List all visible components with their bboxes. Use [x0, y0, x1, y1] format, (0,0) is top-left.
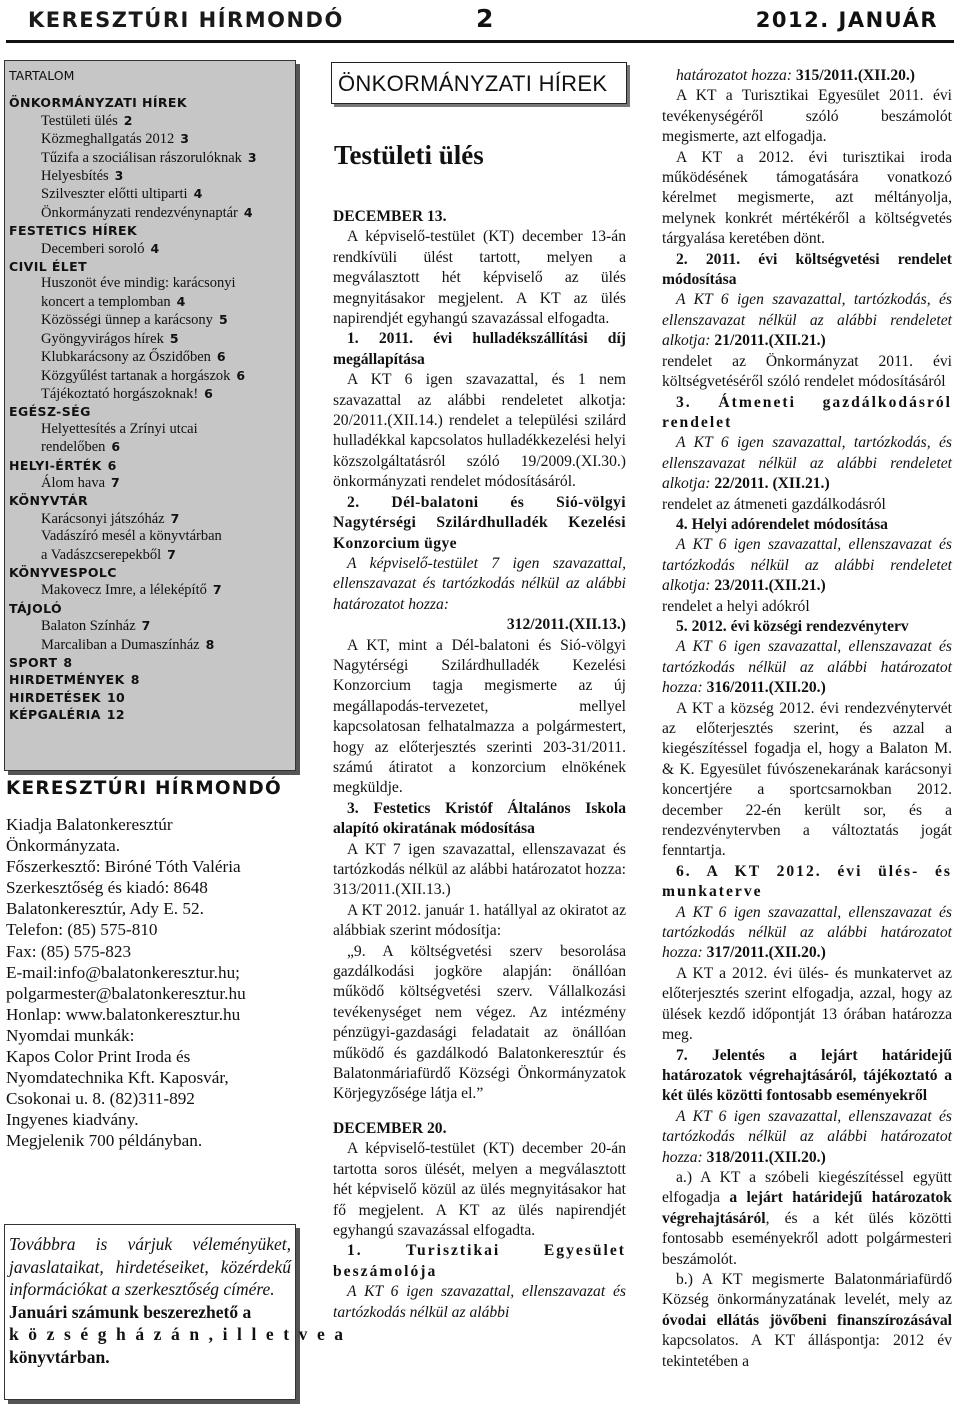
paragraph: A KT a 2012. évi turisztikai iroda működésének támogatására vonatkozó kérelmet megismerte, azt méltányolja, melynek konkrét mértékéről a költségvetés tárgyalása keretében dönt.: [662, 148, 952, 248]
toc-entry: [9, 510, 295, 528]
toc-entry-text: Közgyűlést tartanak a horgászok: [41, 367, 231, 384]
masthead-line: Fax: (85) 575-823: [6, 941, 132, 961]
article-title: Testületi ülés: [334, 140, 484, 170]
agenda-heading: 3. Átmeneti gazdálkodásról rendelet: [662, 393, 952, 431]
paragraph-part: kapcsolatos. A KT álláspontja: 2012 év tekintetében a: [662, 1332, 952, 1370]
paragraph: A képviselő-testület (KT) december 13-án rendkívüli ülést tartott, melyen a megválasztott hét képviselő az ülés megnyitásakor megjelent. A KT az ülés napirendjét egyhangú szavazással elfogadta.: [333, 228, 626, 328]
toc-section-heading: [9, 671, 295, 688]
masthead-line: Kiadja Balatonkeresztúr: [6, 815, 173, 834]
toc-entry: [9, 240, 295, 258]
toc-entry-text: HIRDETÉSEK: [9, 689, 101, 705]
toc-entry: [9, 204, 295, 222]
toc-page-number: 4: [193, 186, 203, 202]
toc-entry-text: FESTETICS HÍREK: [9, 223, 138, 239]
toc-entry-text: Testületi ülés: [41, 112, 118, 129]
masthead-line: Nyomdatechnika Kft. Kaposvár,: [6, 1068, 229, 1088]
toc-page-number: 6: [216, 349, 226, 365]
agenda-heading-4: 1. Turisztikai Egyesület beszámolója: [333, 1242, 626, 1280]
toc-entry-text: Gyöngyvirágos hírek: [41, 330, 164, 347]
resolution-number: 316/2011.(XII.20.): [706, 679, 826, 697]
toc-entry-text: Vadászíró mesél a könyvtárban: [41, 528, 222, 545]
toc-section-heading: [9, 600, 295, 617]
paragraph-part: , és a két ülés közötti fontosabb eseményekről adott polgármesteri beszámolót.: [662, 1209, 952, 1268]
resolution-intro: A KT 6 igen szavazattal, tartózkodás, és ellenszavazat nélkül az alábbi rendeletet alkotja:: [662, 434, 952, 493]
toc-entry-text: HELYI-ÉRTÉK: [9, 457, 102, 473]
issue-date: 2012. JANUÁR: [755, 8, 938, 32]
toc-entry: [9, 167, 295, 185]
date-heading-dec20: DECEMBER 20.: [333, 1119, 447, 1137]
paragraph: rendelet a helyi adókról: [662, 597, 810, 615]
resolution-number: 22/2011. (XII.21.): [714, 475, 830, 493]
toc-page-number: 7: [167, 546, 176, 562]
paragraph-emphasis: a lejárt határidejű határozatok végrehajtásáról: [662, 1189, 952, 1227]
toc-page-number: 2: [123, 112, 133, 128]
agenda-heading-3: 3. Festetics Kristóf Általános Iskola alapító okiratának módosítása: [333, 799, 626, 838]
agenda-heading: 2. 2011. évi költségvetési rendelet módosítása: [662, 250, 952, 289]
agenda-heading: 7. Jelentés a lejárt határidejű határozatok végrehajtásáról, tájékoztató a két ülés közötti fontosabb eseményekről: [662, 1046, 952, 1105]
masthead-line: Honlap: www.balatonkeresztur.hu: [6, 1004, 241, 1024]
paragraph: A KT, mint a Dél-balatoni és Sió-völgyi Nagytérségi Szilárdhulladék Kezelési Konzorcium tagja megismerte az új megállapodás-tervezetet, mellyel kapcsolatosan felhatalmazza a polgármestert, hogy az előterjesztés szerinti 203-31/2011. számú átiratot a konzorcium elnökének megküldje.: [333, 636, 626, 797]
section-banner-label: ÖNKORMÁNYZATI HÍREK: [338, 71, 608, 96]
toc-section-heading: [9, 258, 295, 275]
toc-entry: [9, 581, 295, 599]
resolution-number: 318/2011.(XII.20.): [706, 1148, 826, 1166]
toc-entry: [9, 617, 295, 635]
toc-entry-text: CIVIL ÉLET: [9, 259, 88, 275]
toc-page-number: 4: [176, 293, 186, 309]
masthead-line: Csokonai u. 8. (82)311-892: [6, 1089, 195, 1109]
toc-section-heading: [9, 689, 295, 706]
toc-section-heading: [9, 403, 295, 420]
toc-entry-text: Decemberi soroló: [41, 240, 145, 257]
masthead-line: E-mail:info@balatonkeresztur.hu;: [6, 962, 240, 982]
toc-entry-text: Közmeghallgatás 2012: [41, 131, 175, 148]
date-heading-dec13: DECEMBER 13.: [333, 208, 447, 225]
resolution-intro: A KT 6 igen szavazattal, ellenszavazat és tartózkodás nélkül az alábbi rendeletet alkotja:: [662, 536, 952, 595]
toc-entry: [9, 546, 295, 564]
toc-section-heading: [9, 654, 295, 671]
notice-bold-3: könyvtárban.: [9, 1346, 110, 1367]
masthead-line: Telefon: (85) 575-810: [6, 920, 158, 940]
resolution-number: 21/2011.(XII.21.): [714, 332, 826, 350]
masthead-line: Főszerkesztő: Biróné Tóth Valéria: [6, 857, 241, 877]
toc-entry: [9, 149, 295, 167]
toc-page-number: 6: [236, 367, 246, 383]
masthead-line: polgarmester@balatonkeresztur.hu: [6, 983, 246, 1003]
toc-entry-text: a Vadászcserepekből: [41, 546, 162, 563]
paragraph: A KT 6 igen szavazattal, és 1 nem szavazattal az alábbi rendeletet alkotja: 20/2011.(XII.14.) rendelet a települési szilárd hulladékkal kapcsolatos hulladékkezelési helyi közszolgáltatásról szóló 19/2009.(XI.30.) önkormányzati rendelet módosításáról.: [333, 371, 626, 491]
notice-bold-2: k ö z s é g h á z á n , i l l e t v e a: [9, 1324, 346, 1344]
newspaper-title: KERESZTÚRI HÍRMONDÓ: [28, 8, 344, 32]
paragraph: A KT 6 igen szavazattal, ellenszavazat és tartózkodás nélkül az alábbi: [333, 1283, 626, 1321]
paragraph: „9. A költségvetési szerv besorolása gazdálkodási jogköre alapján: önállóan működő költségvetési szerv. Vállalkozási tevékenységet nem végez. Az intézmény pénzügyi-gazdasági feladatait az önállóan működő és gazdálkodó Balatonkeresztúr és Balatonmáriafürdő Községi Önkormányzatok Körjegyzősége látja el.”: [333, 942, 626, 1103]
masthead-title: KERESZTÚRI HÍRMONDÓ: [6, 778, 282, 799]
toc-entry-text: Szilveszter előtti ultiparti: [41, 186, 188, 203]
toc-page-number: 7: [212, 582, 222, 598]
toc-entry-text: Helyettesítés a Zrínyi utcai: [41, 420, 198, 437]
toc-entry: [9, 275, 295, 292]
toc-entry-text: EGÉSZ-SÉG: [9, 404, 91, 420]
right-column: [662, 66, 952, 1372]
toc-entry-text: Közösségi ünnep a karácsony: [41, 312, 213, 329]
resolution-intro: A KT 6 igen szavazattal, ellenszavazat és tartózkodás nélkül az alábbi határozatot hozza:: [662, 1107, 952, 1166]
resolution-intro: A KT 6 igen szavazattal, tartózkodás, és ellenszavazat nélkül az alábbi rendeletet alkotja:: [662, 291, 952, 350]
paragraph: A képviselő-testület (KT) december 20-án tartotta soros ülését, melyen a megválasztott hét képviselő közül az ülés megnyitásakor hat fő megjelent. A KT az ülés napirendjét egyhangú szavazással elfogadta.: [333, 1140, 626, 1239]
toc-entry-text: KÉPGALÉRIA: [9, 707, 101, 723]
toc-page-number: 6: [107, 457, 117, 473]
toc-page-number: 8: [205, 636, 215, 652]
toc-entry: [9, 293, 295, 311]
paragraph-part: a.) A KT a szóbeli kiegészítéssel együtt elfogadja: [662, 1168, 952, 1207]
toc-entry-text: TÁJOLÓ: [9, 600, 63, 616]
toc-entry-text: rendelőben: [41, 439, 106, 456]
page-number: 2: [476, 4, 494, 33]
toc-page-number: 3: [180, 131, 189, 147]
paragraph: A KT a község 2012. évi rendezvénytervét az előterjesztés szerint, és azzal a kiegészítéssel fogadja el, hogy a Balaton M. & K. Egyesület fúvószenekarának karácsonyi koncertjére a sportcsarnokban 2012. december 22-én került sor, és a rendezvénytervben a változtatás jogát fenntartja.: [662, 699, 952, 860]
toc-entry-text: HIRDETMÉNYEK: [9, 672, 125, 688]
masthead-line: Szerkesztőség és kiadó: 8648: [6, 878, 208, 898]
masthead-line: Megjelenik 700 példányban.: [6, 1131, 203, 1151]
masthead-line: Kapos Color Print Iroda és: [6, 1047, 191, 1067]
page-header: [6, 0, 954, 44]
toc-entry: [9, 348, 295, 366]
toc-entry-text: KÖNYVESPOLC: [9, 564, 117, 580]
toc-entry-text: Klubkarácsony az Őszidőben: [41, 349, 211, 366]
toc-entry-text: Marcaliban a Dumaszínház: [41, 636, 200, 653]
agenda-heading-1: 1. 2011. évi hulladékszállítási díj megállapítása: [333, 330, 626, 368]
toc-entry: [9, 421, 295, 438]
toc-title: TARTALOM: [9, 68, 75, 83]
toc-list: [9, 94, 295, 723]
toc-entry: [9, 367, 295, 385]
toc-entry-text: Álom hava: [41, 474, 106, 491]
toc-entry: [9, 330, 295, 348]
toc-page-number: 7: [111, 474, 120, 490]
paragraph-part: b.) A KT megismerte Balatonmáriafürdő Község önkormányzatának levelét, mely az: [662, 1270, 952, 1309]
toc-entry: [9, 185, 295, 203]
agenda-heading: 6. A KT 2012. évi ülés- és munkaterve: [662, 862, 952, 901]
toc-entry-text: Helyesbítés: [41, 168, 109, 185]
toc-entry: [9, 311, 295, 329]
toc-page-number: 4: [243, 204, 253, 220]
agenda-heading-2: 2. Dél-balatoni és Sió-völgyi Nagytérségi Szilárdhulladék Kezelési Konzorcium ügye: [333, 493, 626, 552]
paragraph: A KT 2012. január 1. hatállyal az okiratot az alábbiak szerint módosítja:: [333, 901, 626, 940]
toc-entry: [9, 528, 295, 545]
paragraph: A KT a Turisztikai Egyesület 2011. évi tevékenységéről szóló beszámolót megismerte, azt elfogadja.: [662, 87, 952, 146]
masthead-line: Önkormányzata.: [6, 836, 121, 856]
toc-entry: [9, 385, 295, 403]
toc-entry-text: KÖNYVTÁR: [9, 493, 88, 509]
toc-entry-text: Huszonöt éve mindig: karácsonyi: [41, 275, 236, 292]
toc-page-number: 12: [106, 707, 125, 723]
toc-entry-text: Makovecz Imre, a léleképítő: [41, 582, 207, 599]
toc-page-number: 6: [204, 385, 213, 401]
resolution-intro: határozatot hozza:: [676, 67, 792, 84]
toc-entry-text: ÖNKORMÁNYZATI HÍREK: [9, 95, 187, 111]
toc-page-number: 8: [130, 672, 140, 688]
header-rule: [6, 40, 954, 43]
toc-entry: [9, 636, 295, 654]
toc-section-heading: [9, 457, 295, 474]
toc-section-heading: [9, 222, 295, 239]
toc-entry-text: koncert a templomban: [41, 293, 171, 310]
resolution-number: 315/2011.(XII.20.): [795, 67, 915, 84]
toc-page-number: 8: [63, 655, 73, 670]
masthead-line: Ingyenes kiadvány.: [6, 1110, 139, 1130]
section-banner: [331, 62, 627, 104]
toc-entry: [9, 130, 295, 148]
resolution-intro: A KT 6 igen szavazattal, ellenszavazat és tartózkodás nélkül az alábbi határozatot hozza:: [662, 638, 952, 697]
masthead-info: [6, 814, 296, 1152]
toc-entry-text: Balaton Színház: [41, 618, 136, 635]
toc-entry-text: Tájékoztató horgászoknak!: [41, 385, 199, 402]
masthead-line: Balatonkeresztúr, Ady E. 52.: [6, 899, 204, 919]
toc-page-number: 3: [247, 149, 257, 165]
paragraph-emphasis: óvodai ellátás jövőbeni finanszírozásával: [662, 1311, 952, 1329]
toc-page-number: 5: [218, 312, 228, 328]
resolution-number: 312/2011.(XII.13.): [506, 616, 626, 634]
resolution-intro: A KT 6 igen szavazattal, ellenszavazat és tartózkodás nélkül az alábbi határozatot hozza:: [662, 903, 952, 962]
toc-page-number: 7: [141, 618, 151, 634]
agenda-heading: 5. 2012. évi községi rendezvényterv: [676, 617, 909, 635]
spacer: [333, 1105, 626, 1119]
toc-entry-text: SPORT: [9, 655, 58, 670]
paragraph: rendelet az átmeneti gazdálkodásról: [662, 495, 886, 513]
paragraph: A KT 7 igen szavazattal, ellenszavazat és tartózkodás nélkül az alábbi határozatot hozza: 313/2011.(XII.13.): [333, 840, 626, 899]
toc-page-number: 6: [111, 439, 121, 455]
toc-entry-text: Tűzifa a szociálisan rászorulóknak: [41, 149, 242, 166]
toc-section-heading: [9, 706, 295, 723]
paragraph: A képviselő-testület 7 igen szavazattal, ellenszavazat és tartózkodás nélkül az alábbi határozatot hozza:: [333, 554, 626, 613]
notice-bold-1: Januári számunk beszerezhető a: [9, 1301, 252, 1322]
toc-entry-text: Önkormányzati rendezvénynaptár: [41, 204, 238, 221]
middle-column: [333, 207, 626, 1323]
toc-entry: [9, 474, 295, 492]
paragraph: A KT a 2012. évi ülés- és munkatervet az előterjesztés szerint elfogadja, azzal, hogy az ülések kezdő időpontját 13 órában határozza meg.: [662, 964, 952, 1044]
toc-page-number: 3: [114, 168, 124, 184]
toc-entry: [9, 112, 295, 130]
resolution-number: 317/2011.(XII.20.): [706, 944, 826, 962]
toc-entry-text: Karácsonyi játszóház: [41, 510, 165, 527]
toc-page-number: 10: [106, 689, 126, 705]
table-of-contents: [4, 60, 296, 771]
toc-section-heading: [9, 94, 295, 111]
toc-page-number: 5: [169, 330, 179, 346]
toc-page-number: 7: [170, 510, 180, 526]
notice-italic: Továbbra is várjuk véleményüket, javaslataikat, hirdetéseiket, közérdekű információkat a szerkesztőség címére.: [9, 1234, 291, 1299]
toc-page-number: 4: [150, 240, 160, 256]
resolution-number: 23/2011.(XII.21.): [714, 577, 826, 595]
toc-section-heading: [9, 564, 295, 581]
toc-section-heading: [9, 492, 295, 509]
masthead-line: Nyomdai munkák:: [6, 1025, 135, 1045]
paragraph: rendelet az Önkormányzat 2011. évi költségvetéséről szóló rendelet módosításáról: [662, 352, 952, 391]
notice-box: [4, 1224, 346, 1400]
agenda-heading: 4. Helyi adórendelet módosítása: [676, 515, 888, 533]
toc-entry: [9, 438, 295, 456]
